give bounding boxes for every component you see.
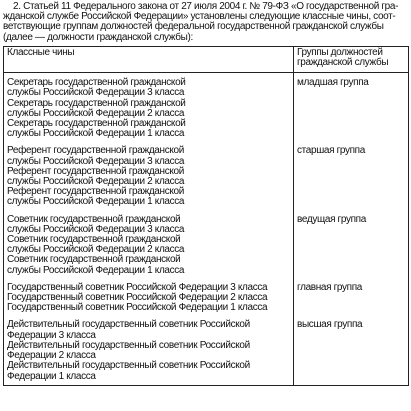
- rank-line: службы Российской Федерации 2 класса: [7, 107, 185, 119]
- table-row: [4, 278, 409, 316]
- rank-line: Советник государственной гражданской: [7, 254, 181, 266]
- rank-line: Референт государственной гражданской: [7, 165, 184, 177]
- rank-line: службы Российской Федерации 1 класса: [7, 264, 185, 276]
- class-ranks-cell: [4, 73, 294, 142]
- rank-line: службы Российской Федерации 3 класса: [7, 155, 185, 167]
- class-ranks-cell: [4, 210, 294, 278]
- rank-line: Секретарь государственной гражданской: [7, 118, 186, 130]
- class-ranks-table: [3, 46, 409, 386]
- rank-line: Референт государственной гражданской: [7, 186, 184, 198]
- position-group-cell: [294, 73, 409, 142]
- intro-line: ветствующие группам должностей федеральной государственной гражданской службы: [3, 21, 384, 33]
- position-group-label: высшая группа: [297, 319, 363, 331]
- header-label: Классные чины: [7, 46, 75, 58]
- position-group-cell: [294, 278, 409, 316]
- rank-line: Действительный государственный советник Российской: [7, 339, 250, 351]
- rank-line: Действительный государственный советник Российской: [7, 360, 250, 372]
- header-position-groups: [294, 46, 409, 72]
- position-group-label: младшая группа: [297, 77, 369, 89]
- rank-line: Советник государственной гражданской: [7, 213, 181, 225]
- rank-line: Секретарь государственной гражданской: [7, 97, 186, 109]
- intro-line: 2. Статьей 11 Федерального закона от 27 июля 2004 г. № 79-ФЗ «О государственной гра-: [13, 1, 399, 12]
- position-group-label: главная группа: [297, 281, 363, 293]
- rank-line: Действительный государственный советник Российской: [7, 319, 250, 331]
- rank-line: Федерации 1 класса: [7, 370, 96, 382]
- rank-line: службы Российской Федерации 3 класса: [7, 223, 185, 235]
- class-ranks-cell: [4, 141, 294, 209]
- header-label: гражданской службы: [297, 57, 389, 69]
- rank-line: службы Российской Федерации 2 класса: [7, 244, 185, 256]
- position-group-label: ведущая группа: [297, 213, 366, 225]
- position-group-cell: [294, 141, 409, 209]
- table-row: [4, 73, 409, 142]
- header-label: Группы должностей: [297, 46, 383, 58]
- table-header-row: [4, 46, 409, 72]
- rank-line: Секретарь государственной гражданской: [7, 77, 186, 89]
- table-row: [4, 315, 409, 385]
- position-group-label: старшая группа: [297, 145, 365, 157]
- intro-paragraph: [3, 2, 408, 43]
- rank-line: службы Российской Федерации 1 класса: [7, 128, 185, 140]
- rank-line: Советник государственной гражданской: [7, 234, 181, 246]
- rank-line: Референт государственной гражданской: [7, 145, 184, 157]
- document: [3, 2, 408, 386]
- table-row: [4, 210, 409, 278]
- rank-line: Государственный советник Российской Федерации 3 класса: [7, 281, 268, 293]
- intro-line: жданской службе Российской Федерации» установлены следующие классные чины, соот-: [3, 11, 396, 23]
- rank-line: Государственный советник Российской Федерации 2 класса: [7, 292, 268, 304]
- position-group-cell: [294, 210, 409, 278]
- intro-line: (далее — должности гражданской службы):: [3, 31, 193, 43]
- position-group-cell: [294, 315, 409, 385]
- rank-line: службы Российской Федерации 3 класса: [7, 87, 185, 99]
- rank-line: Федерации 2 класса: [7, 350, 96, 362]
- rank-line: Государственный советник Российской Федерации 1 класса: [7, 302, 268, 314]
- rank-line: службы Российской Федерации 1 класса: [7, 196, 185, 208]
- class-ranks-cell: [4, 278, 294, 316]
- rank-line: Федерации 3 класса: [7, 329, 96, 341]
- header-class-ranks: [4, 46, 294, 72]
- class-ranks-cell: [4, 315, 294, 385]
- rank-line: службы Российской Федерации 2 класса: [7, 176, 185, 188]
- table-row: [4, 141, 409, 209]
